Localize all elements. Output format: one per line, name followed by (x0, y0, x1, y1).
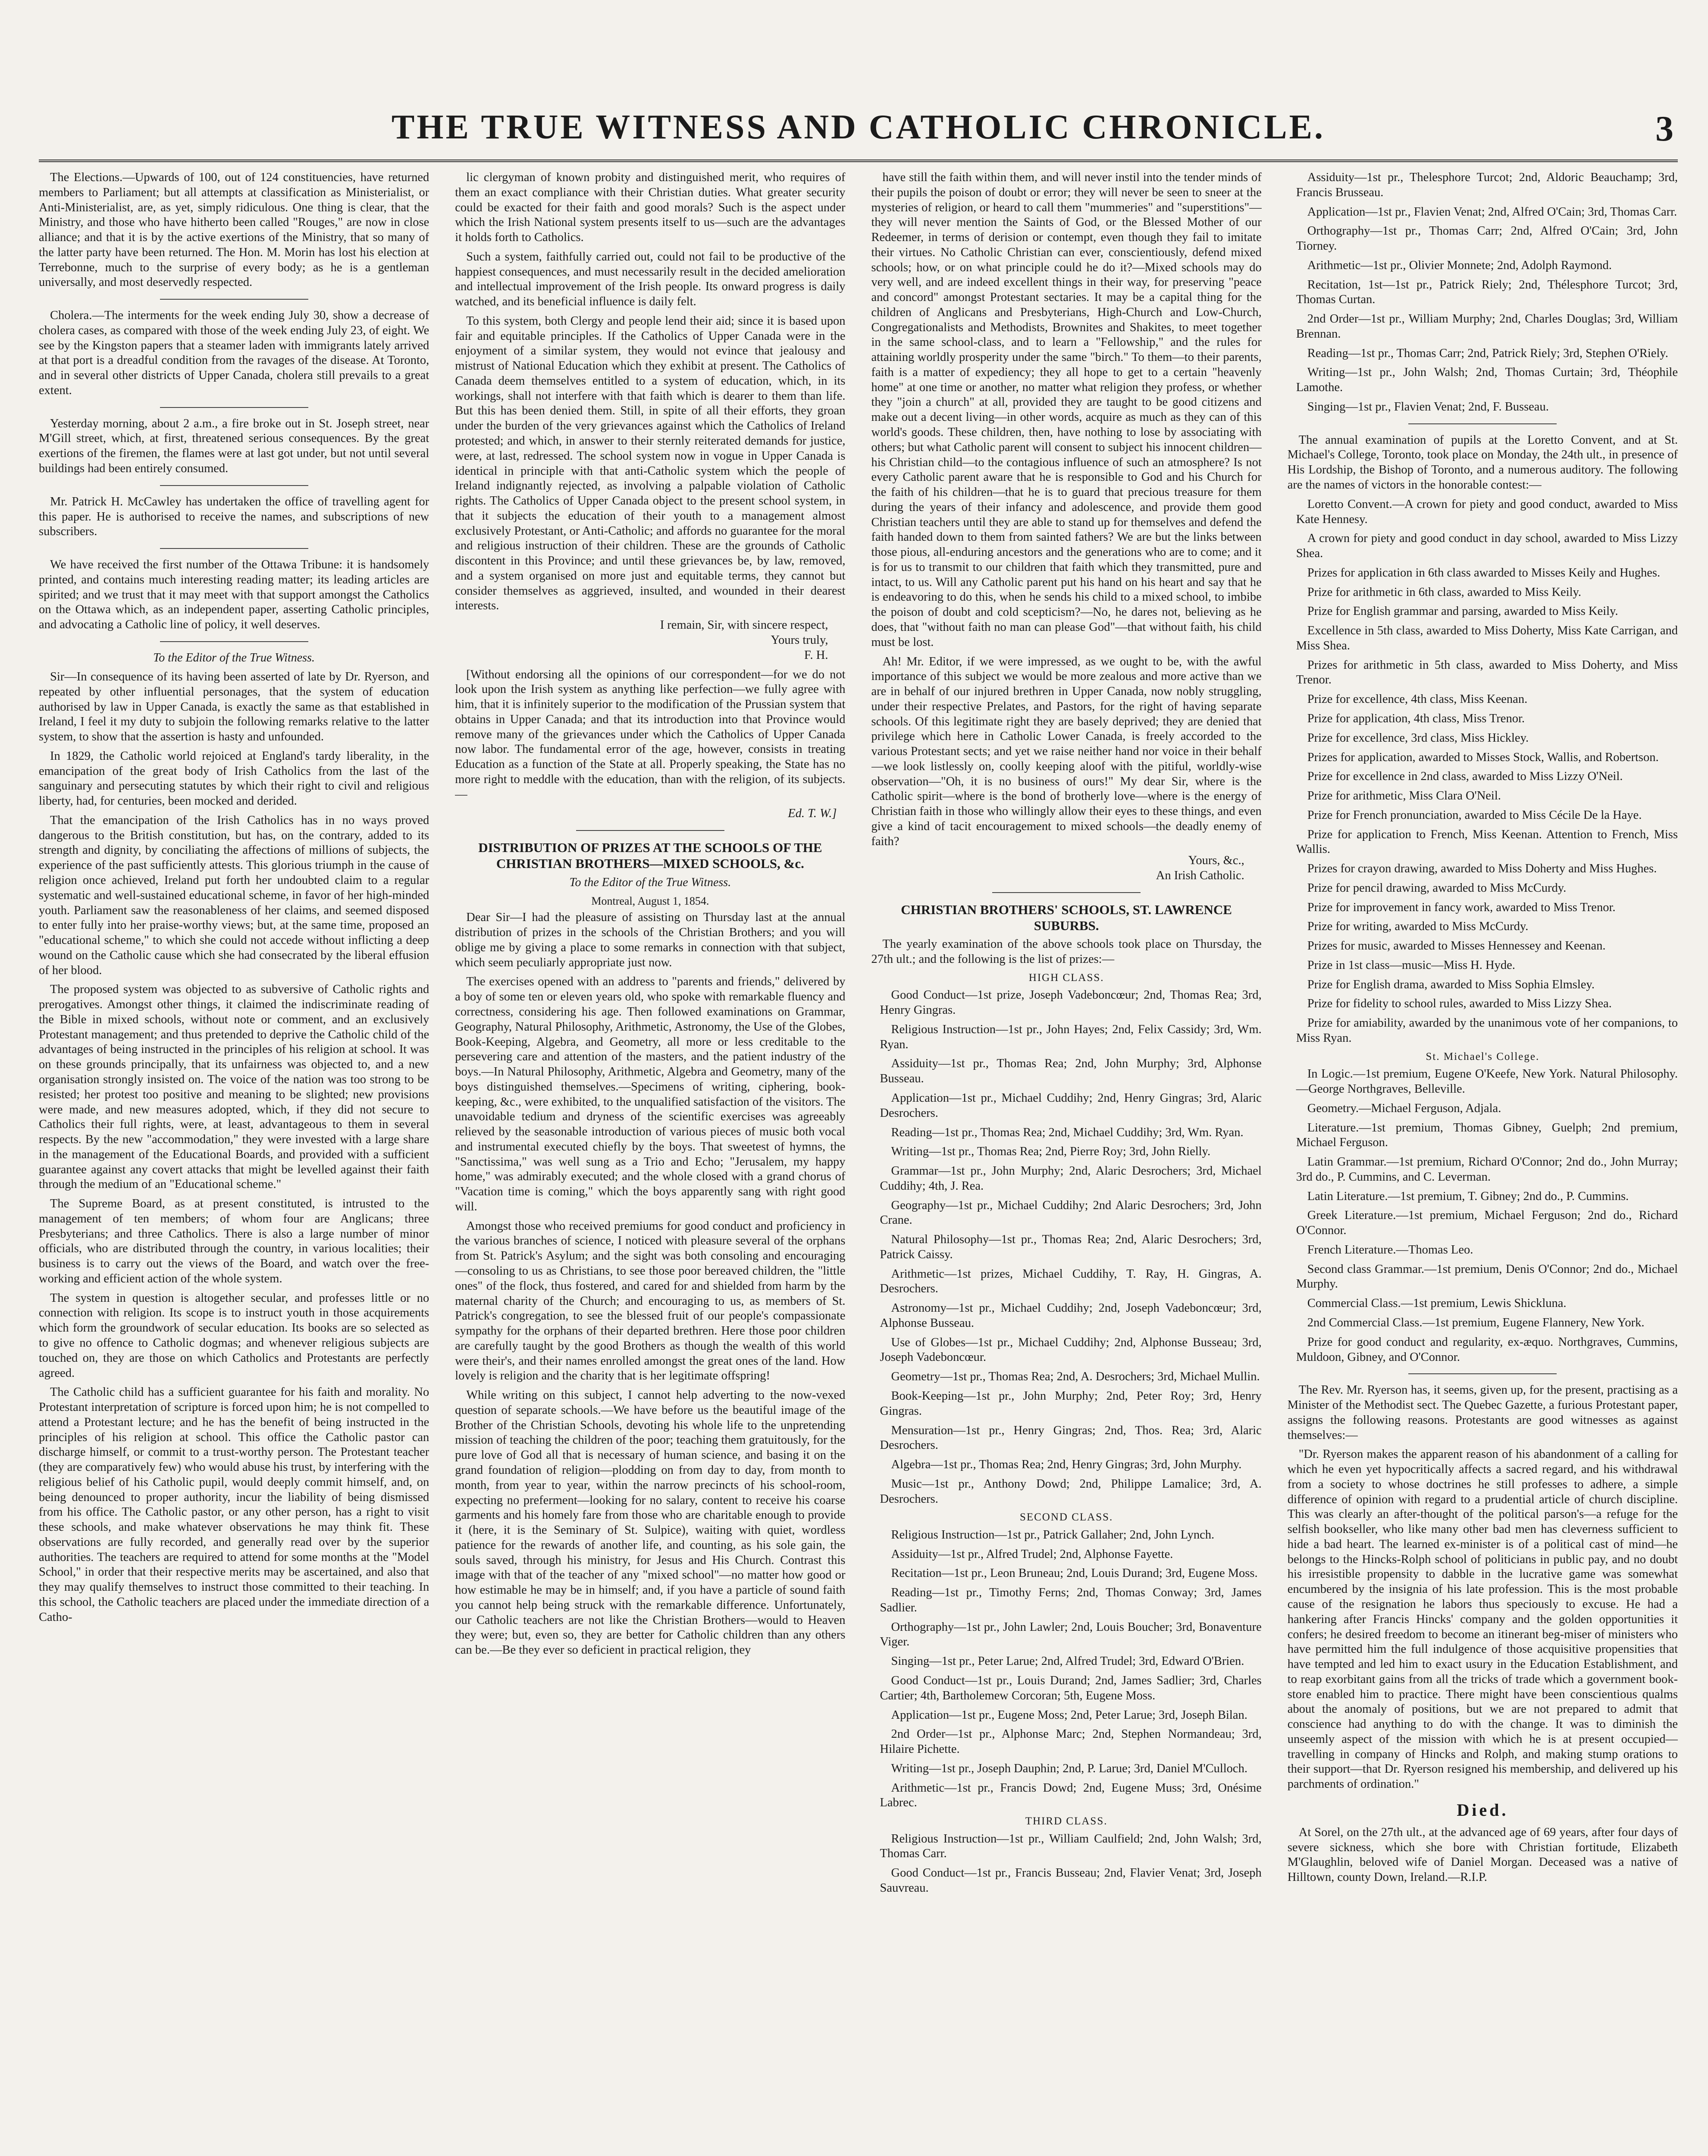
prize-item: Singing—1st pr., Peter Larue; 2nd, Alfred Trudel; 3rd, Edward O'Brien. (891, 1655, 1244, 1668)
prize-item: Book-Keeping—1st pr., John Murphy; 2nd, Peter Roy; 3rd, Henry Gingras. (880, 1389, 1262, 1418)
prize-item: Good Conduct—1st pr., Francis Busseau; 2nd, Flavier Venat; 3rd, Joseph Sauvreau. (880, 1866, 1262, 1895)
letter-paragraph: That the emancipation of the Irish Catholics has in no ways proved dangerous to the British constitution, but has, on the contrary, added to its strength and dignity, by conciliating the affections of millions of subjects, the experience of the past sufficiently attests. This glorious triumph in the cause of religion once achieved, Ireland put forth her undoubted claim to a regular systematic and well-sustained educational scheme, in favor of her high-minded youth. Parliament saw the reasonableness of her claims, and seemed disposed to enter fully into her praise-worthy views; but, at the same time, proposed an "educational scheme," to which she could not accede without inflicting a deep wound on the Catholic cause which she had consecrated by the liberal effusion of her blood. (39, 813, 429, 977)
loretto-prize-list (1288, 497, 1678, 1046)
divider (160, 641, 308, 642)
prize-item: Prize for English drama, awarded to Miss Sophia Elmsley. (1307, 978, 1595, 991)
prize-item: Prize for application, 4th class, Miss Trenor. (1307, 711, 1525, 725)
article-paragraph: While writing on this subject, I cannot help adverting to the now-vexed question of separate schools.—We have before us the beautiful image of the Brother of the Christian Schools, devoting his whole life to the unpretending mission of teaching the children of the poor; teaching them gratuitously, for the pure love of God all that is necessary of human science, and basing it on the grand foundation of religion—plodding on from day to day, from month to month, from year to year, within the narrow precincts of his school-room, expecting no preferment—looking for no salary, content to receive his coarse garments and his homely fare from those who are charitable enough to provide it (here, it is the Seminary of St. Sulpice), waiting with quiet, wordless patience for the rewards of another life, and counting, as his sole gain, the souls saved, through his ministry, for Jesus and His Church. Contrast this image with that of the teacher of any "mixed school"—no matter how good or how estimable he may be in himself; and, if you have a particle of sound faith you cannot help being struck with the remarkable difference. Unfortunately, our Catholic teachers are not like the Christian Brothers—would to Heaven they were; but, even so, they are better for Catholic children than any others can be.—Be they ever so deficient in practical religion, they (455, 1388, 846, 1657)
article-heading: DISTRIBUTION OF PRIZES AT THE SCHOOLS OF THE CHRISTIAN BROTHERS—MIXED SCHOOLS, &c. (478, 840, 822, 871)
letter-paragraph: The system in question is altogether secular, and professes little or no connection with religion. Its scope is to instruct youth in those acquirements which form the groundwork of secular education. Its books are so selected as to give no offence to Catholic dogmas; and whenever religious subjects are touched on, they are those on which Catholics and Protestants are perfectly agreed. (39, 1291, 429, 1380)
prize-item: Prize in 1st class—music—Miss H. Hyde. (1307, 958, 1515, 972)
prize-item: Algebra—1st pr., Thomas Rea; 2nd, Henry Gingras; 3rd, John Murphy. (891, 1458, 1242, 1472)
letter-paragraph: lic clergyman of known probity and distinguished merit, who requires of them an exact compliance with their Christian duties. What greater security could be exacted for their faith and good morals? Such is the aspect under which the Irish National system presents itself to us—such are the advantages it holds forth to Catholics. (455, 171, 846, 244)
prize-item: Prizes for application in 6th class awarded to Misses Keily and Hughes. (1307, 566, 1661, 580)
prize-item: Assiduity—1st pr., Alfred Trudel; 2nd, Alphonse Fayette. (891, 1547, 1173, 1561)
column-3 (871, 170, 1262, 2156)
article-intro: The yearly examination of the above schools took place on Thursday, the 27th ult.; and the following is the list of prizes:— (871, 937, 1262, 966)
prize-item: Orthography—1st pr., John Lawler; 2nd, Louis Boucher; 3rd, Bonaventure Viger. (880, 1620, 1262, 1649)
divider (160, 407, 308, 408)
prize-item: Assiduity—1st pr., Thomas Rea; 2nd, John Murphy; 3rd, Alphonse Busseau. (880, 1057, 1262, 1086)
dateline: Montreal, August 1, 1854. (591, 894, 709, 907)
prize-item: Prize for writing, awarded to Miss McCurdy. (1307, 920, 1529, 934)
letter-paragraph: Such a system, faithfully carried out, could not fail to be productive of the happiest consequences, and must necessarily result in the decided amelioration and intellectual improvement of the Irish people. Its onward progress is daily watched, and its beneficial influence is daily felt. (455, 250, 846, 309)
prize-item: Prize for application to French, Miss Keenan. Attention to French, Miss Wallis. (1296, 827, 1678, 856)
prize-item: Religious Instruction—1st pr., Patrick Gallaher; 2nd, John Lynch. (891, 1528, 1215, 1542)
prize-item: Arithmetic—1st pr., Francis Dowd; 2nd, Eugene Muss; 3rd, Onésime Labrec. (880, 1781, 1262, 1810)
prize-list-third-cont (1288, 170, 1678, 415)
prize-item: Good Conduct—1st pr., Louis Durand; 2nd, James Sadlier; 3rd, Charles Cartier; 4th, Bartholemew Corcoran; 5th, Eugene Moss. (880, 1673, 1262, 1702)
prize-list-third (871, 1832, 1262, 1896)
prize-item: Writing—1st pr., Thomas Rea; 2nd, Pierre Roy; 3rd, John Rielly. (891, 1145, 1211, 1159)
article-paragraph: have still the faith within them, and will never instil into the tender minds of their pupils the poison of doubt or error; they will never be seen to sneer at the mysteries of religion, or heard to call them "mummeries" and "superstitions"—they will never mention the Saints of God, or the Blessed Mother of our Redeemer, in terms of derision or contempt, even though they fail to imitate their virtues. No Catholic Christian can ever, conscientiously, defend mixed schools; how, or on what principle could he do it?—Mixed schools may do very well, and are indeed excellent things in their way, for preserving "peace and concord" amongst Protestant sectaries. It may be a capital thing for the children of Anglicans and Presbyterians, High-Church and Low-Church, Congregationalists and Methodists, Brownites and Shakites, to meet together in the same school-class, and to learn a "Fellowship," and the rules for attaining worldly prosperity under the same "birch." To them—to their parents, faith is a matter of expediency; they all hope to get to a certain "heavenly home" at one time or another, no matter what religion they profess, or whether they "join a church" at all, provided they are taught to be good citizens and make out a decent living—in other words, acquire as much as they can of this world's goods. These children, then, have nothing to lose by associating with others; but what Catholic parent will consent to subject his innocent children—his Christian child—to the contagious influence of such an atmosphere? Is not every Catholic parent aware that he is responsible to God and his Church for the faith of his children—that he is to guard that precious treasure for them during the years of their infancy and adolescence, and provide them good Christian teachers until they are able to stand up for themselves and defend the faith handed down to them from sainted fathers? We are but the links between those pious, all-enduring ancestors and the generations who are to come; and it is for us to transmit to our children that faith which they transmitted, pure and intact, to us. Will any Catholic parent put his hand on his heart and say that he is endeavoring to do this, when he sends his child to a mixed school, to imbibe the poison of doubt and cold scepticism?—No, he dares not, believing as he does, that "without faith no man can please God"—that without faith, his child must be lost. (871, 171, 1262, 649)
class-heading: THIRD CLASS. (1025, 1815, 1108, 1827)
prize-item: Mensuration—1st pr., Henry Gingras; 2nd, Thos. Rea; 3rd, Alaric Desrochers. (880, 1423, 1262, 1452)
prize-item: Writing—1st pr., Joseph Dauphin; 2nd, P. Larue; 3rd, Daniel M'Culloch. (891, 1761, 1247, 1775)
ottawa-tribune-paragraph: We have received the first number of the Ottawa Tribune: it is handsomely printed, and contains much interesting reading matter; its leading articles are spirited; and we trust that it may meet with that support amongst the Catholics on the Ottawa which, as an independent paper, asserting Catholic principles, and advocating a Catholic line of policy, it well deserves. (39, 558, 429, 632)
divider (160, 548, 308, 549)
editor-signature: Ed. T. W.] (788, 807, 837, 821)
column-2 (455, 170, 845, 2156)
prize-item: Prize for arithmetic, Miss Clara O'Neil. (1307, 789, 1501, 803)
letter-paragraph: In 1829, the Catholic world rejoiced at England's tardy liberality, in the emancipation of the great body of Irish Catholics from the last of the sanguinary and persecuting statutes by which their right to civil and religious liberty, had, for centuries, been mocked and derided. (39, 749, 429, 808)
article-paragraph: The exercises opened with an address to "parents and friends," delivered by a boy of some ten or eleven years old, who spoke with remarkable fluency and correctness, considering his age. Then followed examinations on Grammar, Geography, Natural Philosophy, Arithmetic, Astronomy, the Use of the Globes, Book-Keeping, Algebra, and Geometry, all more or less creditable to the persevering care and attention of the masters, and the patient industry of the boys.—In Natural Philosophy, Arithmetic, Algebra and Geometry, many of the boys distinguished themselves.—Specimens of writing, ciphering, book-keeping, &c., were exhibited, to the unqualified satisfaction of the visitors. The unavoidable tedium and dryness of the scientific exercises was agreeably relieved by the seasonable introduction of various pieces of music both vocal and instrumental executed chiefly by the boys. That sweetest of hymns, the "Sanctissima," was well sung as a Trio and Echo; "Jerusalem, my happy home," was admirably executed; and the whole closed with a grand chorus of "Vacation time is coming," which the boys apparently sang with right good will. (455, 975, 846, 1213)
prize-item: Religious Instruction—1st pr., John Hayes; 2nd, Felix Cassidy; 3rd, Wm. Ryan. (880, 1022, 1262, 1051)
prize-item: Prize for excellence, 3rd class, Miss Hickley. (1307, 731, 1529, 745)
divider (160, 485, 308, 486)
signature-line: I remain, Sir, with sincere respect, (660, 618, 828, 632)
prize-item: Prizes for application, awarded to Misses Stock, Wallis, and Robertson. (1307, 750, 1659, 764)
article-subheading: To the Editor of the True Witness. (569, 875, 731, 889)
prize-item: Literature.—1st premium, Thomas Gibney, Guelph; 2nd premium, Michael Ferguson. (1296, 1121, 1678, 1150)
prize-item: Latin Grammar.—1st premium, Richard O'Connor; 2nd do., John Murray; 3rd do., P. Cummins, and C. Leverman. (1296, 1155, 1678, 1184)
divider (992, 892, 1141, 893)
divider (576, 830, 724, 831)
prize-item: Application—1st pr., Eugene Moss; 2nd, Peter Larue; 3rd, Joseph Bilan. (891, 1708, 1247, 1722)
letter-paragraph: The Catholic child has a sufficient guarantee for his faith and morality. No Protestant interpretation of scripture is forced upon him; he is not compelled to attend a Protestant lecture; and he has the benefit of being instructed in the principles of his religion at school. This office the Catholic pastor can discharge himself, or commit to a trust-worthy person. The Protestant teacher (they are comparatively few) who would abuse his trust, by interfering with the religious belief of his Catholic pupil, would deeply commit himself, and, on being denounced to proper authority, incur the liability of being dismissed from his office. The Catholic pastor, or any other person, has a right to visit these schools, and make whatever observations he may think fit. These observations are fully recorded, and generally read over by the superior authorities. The teachers are required to attend for some months at the "Model School," in order that their respective merits may be ascertained, and also that they may qualify themselves to instruct those committed to their teaching. In this school, the Catholic teachers are placed under the immediate direction of a Catho- (39, 1385, 429, 1624)
prize-list-second (871, 1528, 1262, 1811)
article-paragraph: Dear Sir—I had the pleasure of assisting on Thursday last at the annual distribution of prizes in the schools of the Christian Brothers; and you will oblige me by giving a place to some remarks in connection with that subject, which seem peculiarly appropriate just now. (455, 911, 846, 969)
prize-item: Commercial Class.—1st premium, Lewis Shickluna. (1307, 1297, 1567, 1310)
prize-item: Writing—1st pr., John Walsh; 2nd, Thomas Curtain; 3rd, Théophile Lamothe. (1296, 366, 1678, 395)
prize-item: Geometry.—Michael Ferguson, Adjala. (1307, 1101, 1501, 1115)
article-heading: CHRISTIAN BROTHERS' SCHOOLS, ST. LAWRENCE SUBURBS. (901, 902, 1232, 934)
prize-item: Orthography—1st pr., Thomas Carr; 2nd, Alfred O'Cain; 3rd, John Tiorney. (1296, 224, 1678, 253)
signature-line: Yours truly, (771, 633, 828, 647)
prize-item: Prize for excellence, 4th class, Miss Keenan. (1307, 693, 1528, 706)
prize-item: Reading—1st pr., Timothy Ferns; 2nd, Thomas Conway; 3rd, James Sadlier. (880, 1586, 1262, 1614)
page-number: 3 (1655, 109, 1674, 149)
signature-line: Yours, &c., (1188, 854, 1244, 868)
prize-item: Arithmetic—1st pr., Olivier Monnete; 2nd, Adolph Raymond. (1307, 258, 1612, 272)
article-columns (39, 170, 1678, 2156)
column-4 (1288, 170, 1678, 2156)
article-paragraph: Amongst those who received premiums for good conduct and proficiency in the various branches of science, I noticed with pleasure several of the orphans from St. Patrick's Asylum; and the sight was both consoling and encouraging—consoling to us as Christians, to see those poor bereaved children, the "little ones" of the flock, thus fostered, and cared for and shielded from harm by the maternal charity of the Church; and encouraging to us, as members of St. Patrick's congregation, to see the blessed fruit of our people's compassionate sympathy for the orphans of their departed brethren. Here those poor children are carefully taught by the good Brothers as though the wealth of this world were their's, and their names enrolled amongst the great ones of the land. How lovely is religion and the charity that is her legitimate offspring! (455, 1219, 846, 1383)
prize-item: Use of Globes—1st pr., Michael Cuddihy; 2nd, Alphonse Busseau; 3rd, Joseph Vadeboncœur. (880, 1335, 1262, 1364)
prize-item: Prize for French pronunciation, awarded to Miss Cécile De la Haye. (1307, 808, 1642, 822)
prize-item: Prize for arithmetic in 6th class, awarded to Miss Keily. (1307, 585, 1582, 599)
ryerson-quote: "Dr. Ryerson makes the apparent reason of his abandonment of a calling for which he even yet hypocritically affects a sacred regard, and his withdrawal from a society to whose doctrines he still professes to adhere, a simple difference of opinion with regard to a prudential article of church discipline. This was clearly an after-thought of the political parson's—a refuge for the selfish bookseller, who like many other bad men has cleverness sufficient to hide a bad heart. The learned ex-minister is of a political cast of mind—he belongs to the Hincks-Rolph school of politicians in public pay, and no doubt his irresistible propensity to dabble in the lucrative game was somewhat encumbered by the insignia of his late profession. This is the most probable cause of the resignation he labors thus speciously to excuse. He had a hankering after Francis Hincks' company and the golden opportunities it confers; he desired freedom to become an itinerant beg-miser of ministers who have permitted him the full indulgence of those acquisitive propensities that have tempted and led him to exact usury in the Education Establishment, and to reap exorbitant gains from all the tricks of trade which a government book-store enabled him to practice. There might have been conscientious qualms about the anomaly of positions, but we are not prepared to admit that conscience had anything to do with the change. It was to diminish the unseemly aspect of the mission with which he is at present occupied—travelling in company of Hincks and Rolph, and making stump orations to their support—that Dr. Ryerson resigned his membership, and delivered up his parchments of ordination." (1287, 1448, 1678, 1791)
ryerson-paragraph: The Rev. Mr. Ryerson has, it seems, given up, for the present, practising as a Minister of the Methodist sect. The Quebec Gazette, a furious Protestant paper, assigns the following reasons. Protestants are good witnesses as against themselves:— (1287, 1383, 1678, 1442)
prize-item: Reading—1st pr., Thomas Carr; 2nd, Patrick Riely; 3rd, Stephen O'Riely. (1307, 346, 1668, 360)
prize-item: Natural Philosophy—1st pr., Thomas Rea; 2nd, Alaric Desrochers; 3rd, Patrick Caissy. (880, 1233, 1262, 1261)
elections-paragraph: The Elections.—Upwards of 100, out of 124 constituencies, have returned members to Parliament; but all attempts at classification as Ministerialist, or Anti-Ministerialist, are, as yet, simply ridiculous. One thing is clear, that the Ministry, and those who have hitherto been called "Rouges," are now in close alliance; and that it is by the active exertions of the Ministry, that so many of the latter party have been returned. The Hon. M. Morin has lost his election at Terrebonne, much to the surprise of every body; as he is a gentleman universally, and most deservedly respected. (39, 171, 429, 289)
prize-item: Latin Literature.—1st premium, T. Gibney; 2nd do., P. Cummins. (1307, 1189, 1629, 1203)
prize-item: Prize for improvement in fancy work, awarded to Miss Trenor. (1307, 900, 1616, 914)
letter-signature (455, 618, 828, 663)
article-paragraph: Ah! Mr. Editor, if we were impressed, as we ought to be, with the awful importance of this subject we would be more zealous and more active than we are in behalf of our injured brethren in Upper Canada, now nobly struggling, under their respective Prelates, and Pastors, for the right of having separate schools. Of this legitimate right they are basely deprived; they are denied that privilege which here in Catholic Lower Canada, is freely accorded to the various Protestant sects; and yet we raise neither hand nor voice in their behalf—we look listlessly on, coolly keeping aloof with the pitiful, worldly-wise observation—"Oh, it is no business of ours!" My dear Sir, where is the Catholic spirit—where is the bond of brotherly love—where is the energy of Christian faith in those who willingly allow their eyes to these things, and even give a kind of tacit encouragement to mixed schools—the deadly enemy of faith? (871, 655, 1262, 848)
loretto-intro: The annual examination of pupils at the Loretto Convent, and at St. Michael's College, Toronto, took place on Monday, the 24th ult., in presence of His Lordship, the Bishop of Toronto, and a numerous auditory. The following are the names of victors in the honorable contest:— (1287, 433, 1678, 492)
prize-item: Prize for good conduct and regularity, ex-æquo. Northgraves, Cummins, Muldoon, Gibney, and O'Connor. (1296, 1335, 1678, 1364)
prize-item: 2nd Order—1st pr., William Murphy; 2nd, Charles Douglas; 3rd, William Brennan. (1296, 312, 1678, 341)
college-prize-list (1288, 1067, 1678, 1365)
prize-item: Second class Grammar.—1st premium, Denis O'Connor; 2nd do., Michael Murphy. (1296, 1262, 1678, 1291)
prize-item: Prize for amiability, awarded by the unanimous vote of her companions, to Miss Ryan. (1296, 1016, 1678, 1045)
prize-item: Religious Instruction—1st pr., William Caulfield; 2nd, John Walsh; 3rd, Thomas Carr. (880, 1832, 1262, 1861)
prize-item: Astronomy—1st pr., Michael Cuddihy; 2nd, Joseph Vadeboncœur; 3rd, Alphonse Busseau. (880, 1301, 1262, 1330)
prize-list-high (871, 988, 1262, 1507)
prize-item: Prizes for music, awarded to Misses Hennessey and Keenan. (1307, 939, 1606, 953)
masthead: THE TRUE WITNESS AND CATHOLIC CHRONICLE. (392, 108, 1325, 146)
divider (1408, 423, 1557, 424)
prize-item: Assiduity—1st pr., Thelesphore Turcot; 2nd, Aldoric Beauchamp; 3rd, Francis Brusseau. (1296, 171, 1678, 199)
prize-item: Geography—1st pr., Michael Cuddihy; 2nd Alaric Desrochers; 3rd, John Crane. (880, 1198, 1262, 1227)
prize-item: 2nd Commercial Class.—1st premium, Eugene Flannery, New York. (1307, 1316, 1645, 1329)
letter-paragraph: To this system, both Clergy and people lend their aid; since it is based upon fair and equitable principles. If the Catholics of Upper Canada were in the enjoyment of a similar system, they would not evince that jealousy and mistrust of National Education which they exhibit at present. The Catholics of Canada deem themselves entitled to a system of education, which, in its workings, shall not interfere with that faith which is dearer to them than life. But this has been denied them. Still, in spite of all their efforts, they groan under the burden of the very grievances against which the Catholics of Ireland protested; and which, in answer to their sternly reiterated demands for justice, were, at last, redressed. The school system now in vogue in Upper Canada is identical in principle with that anti-Catholic system which the people of Ireland indignantly rejected, as involving a palpable violation of Catholic rights. The Catholics of Upper Canada object to the present school system, in that it subjects the education of their youth to a management almost exclusively Protestant, or Anti-Catholic; and affords no guarantee for the moral and religious instruction of their children. These are the grounds of Catholic discontent in this Province; and until these grievances be, by law, removed, and a system organised on more just and equitable terms, they cannot but consider themselves as aggrieved, insulted, and wounded in their dearest interests. (455, 314, 846, 613)
prize-item: Prize for fidelity to school rules, awarded to Miss Lizzy Shea. (1307, 997, 1612, 1011)
signature-line: F. H. (804, 648, 828, 662)
prize-item: In Logic.—1st premium, Eugene O'Keefe, New York. Natural Philosophy.—George Northgraves, Belleville. (1296, 1067, 1678, 1096)
prize-item: Prize for pencil drawing, awarded to Miss McCurdy. (1307, 881, 1567, 895)
died-heading: Died. (1457, 1800, 1509, 1820)
prize-item: Arithmetic—1st prizes, Michael Cuddihy, T. Ray, H. Gingras, A. Desrochers. (880, 1267, 1262, 1296)
prize-item: Prize for excellence in 2nd class, awarded to Miss Lizzy O'Neil. (1307, 770, 1623, 783)
prize-item: Recitation, 1st—1st pr., Patrick Riely; 2nd, Thélesphore Turcot; 3rd, Thomas Curtan. (1296, 278, 1678, 307)
signature-line: An Irish Catholic. (1156, 869, 1244, 883)
letter-paragraph: The proposed system was objected to as subversive of Catholic rights and prerogatives. Amongst other things, it claimed the indiscriminate reading of the Bible in mixed schools, without note or comment, and an exclusively Protestant management; and thus pretended to deprive the Catholic child of the advantages of being instructed in the principles of his religion at school. It was on these grounds principally, that its unfairness was objected to, and a new organisation strongly insisted on. The voice of the nation was too strong to be resisted; her protest too positive and meaning to be slighted; new provisions were made, and new measures adopted, which, if they did not secure to Catholics their full rights, were, at least, advantageous to them in several respects. By the new "accommodation," they were invested with a large share in the management of the Educational Boards, and provided with a sufficient guarantee against any covert attacks that might be levelled against their faith through the medium of an "Educational scheme." (39, 983, 429, 1191)
prize-item: Prizes for crayon drawing, awarded to Miss Doherty and Miss Hughes. (1307, 862, 1657, 876)
prize-item: Reading—1st pr., Thomas Rea; 2nd, Michael Cuddihy; 3rd, Wm. Ryan. (891, 1125, 1244, 1139)
page-header (39, 108, 1678, 162)
divider (160, 299, 308, 300)
class-heading: HIGH CLASS. (1028, 971, 1104, 984)
prize-item: Recitation—1st pr., Leon Bruneau; 2nd, Louis Durand; 3rd, Eugene Moss. (891, 1567, 1258, 1580)
prize-item: Prize for English grammar and parsing, awarded to Miss Keily. (1307, 605, 1618, 618)
prize-item: 2nd Order—1st pr., Alphonse Marc; 2nd, Stephen Normandeau; 3rd, Hilaire Pichette. (880, 1727, 1262, 1756)
fire-paragraph: Yesterday morning, about 2 a.m., a fire broke out in St. Joseph street, near M'Gill street, which, at first, threatened serious consequences. By the great exertions of the firemen, the flames were at last got under, but not until several buildings had been entirely consumed. (39, 417, 429, 476)
prize-item: Application—1st pr., Flavien Venat; 2nd, Alfred O'Cain; 3rd, Thomas Carr. (1307, 205, 1677, 219)
prize-item: Geometry—1st pr., Thomas Rea; 2nd, A. Desrochers; 3rd, Michael Mullin. (891, 1370, 1260, 1384)
obituary-paragraph: At Sorel, on the 27th ult., at the advanced age of 69 years, after four days of severe sickness, which she bore with Christian fortitude, Elizabeth M'Glaughlin, beloved wife of Daniel Morgan. Deceased was a native of Hilltown, county Down, Ireland.—R.I.P. (1287, 1825, 1678, 1884)
class-heading: SECOND CLASS. (1019, 1511, 1113, 1523)
prize-item: Application—1st pr., Michael Cuddihy; 2nd, Henry Gingras; 3rd, Alaric Desrochers. (880, 1091, 1262, 1120)
letter-paragraph: Sir—In consequence of its having been asserted of late by Dr. Ryerson, and repeated by other influential personages, that the system of education authorised by law in Upper Canada, is exactly the same as that established in Ireland, I feel it my duty to subjoin the following remarks relative to the latter system, to show that the assertion is hasty and unfounded. (39, 670, 429, 744)
college-heading: St. Michael's College. (1426, 1050, 1540, 1062)
editor-note: [Without endorsing all the opinions of our correspondent—for we do not look upon the Irish system as anything like perfection—we fully agree with him, that it is infinitely superior to the modification of the Prussian system that obtains in Upper Canada; and that its introduction into that Province would remove many of the grievances under which the Catholics of Upper Canada now labor. The fundamental error of the age, however, consists in treating Education as a function of the State at all. Properly speaking, the State has no more right to meddle with the education, than with the religion, of its subjects.— (455, 667, 846, 801)
prize-item: French Literature.—Thomas Leo. (1307, 1243, 1473, 1257)
prize-item: A crown for piety and good conduct in day school, awarded to Miss Lizzy Shea. (1296, 532, 1678, 561)
agent-paragraph: Mr. Patrick H. McCawley has undertaken the office of travelling agent for this paper. He is authorised to receive the names, and subscriptions of new subscribers. (39, 495, 429, 539)
prize-item: Loretto Convent.—A crown for piety and good conduct, awarded to Miss Kate Hennesy. (1296, 497, 1678, 526)
prize-item: Excellence in 5th class, awarded to Miss Doherty, Miss Kate Carrigan, and Miss Shea. (1296, 624, 1678, 652)
letter-signature (871, 853, 1244, 884)
divider (1408, 1373, 1557, 1374)
prize-item: Good Conduct—1st prize, Joseph Vadeboncœur; 2nd, Thomas Rea; 3rd, Henry Gingras. (880, 988, 1262, 1017)
prize-item: Grammar—1st pr., John Murphy; 2nd, Alaric Desrochers; 3rd, Michael Cuddihy; 4th, J. Rea. (880, 1164, 1262, 1193)
cholera-paragraph: Cholera.—The interments for the week ending July 30, show a decrease of cholera cases, as compared with those of the week ending July 23, of eight. We see by the Kingston papers that a steamer laden with immigrants lately arrived at that port is a dreadful condition from the ravages of the disease. At Toronto, and in several other districts of Upper Canada, cholera still prevails to a great extent. (39, 309, 429, 397)
prize-item: Prizes for arithmetic in 5th class, awarded to Miss Doherty, and Miss Trenor. (1296, 658, 1678, 687)
prize-item: Greek Literature.—1st premium, Michael Ferguson; 2nd do., Richard O'Connor. (1296, 1209, 1678, 1238)
letter-heading: To the Editor of the True Witness. (153, 651, 315, 664)
prize-item: Singing—1st pr., Flavien Venat; 2nd, F. Busseau. (1307, 400, 1549, 414)
letter-paragraph: The Supreme Board, as at present constituted, is intrusted to the management of ten members; of whom four are Anglicans; three Presbyterians; and three Catholics. There is also a large number of minor officials, who are distributed through the country, in various localities; their business is to carry out the views of the Board, and watch over the free-working and efficient action of the whole system. (39, 1197, 429, 1285)
prize-item: Music—1st pr., Anthony Dowd; 2nd, Philippe Lamalice; 3rd, A. Desrochers. (880, 1477, 1262, 1506)
column-1 (39, 170, 429, 2156)
